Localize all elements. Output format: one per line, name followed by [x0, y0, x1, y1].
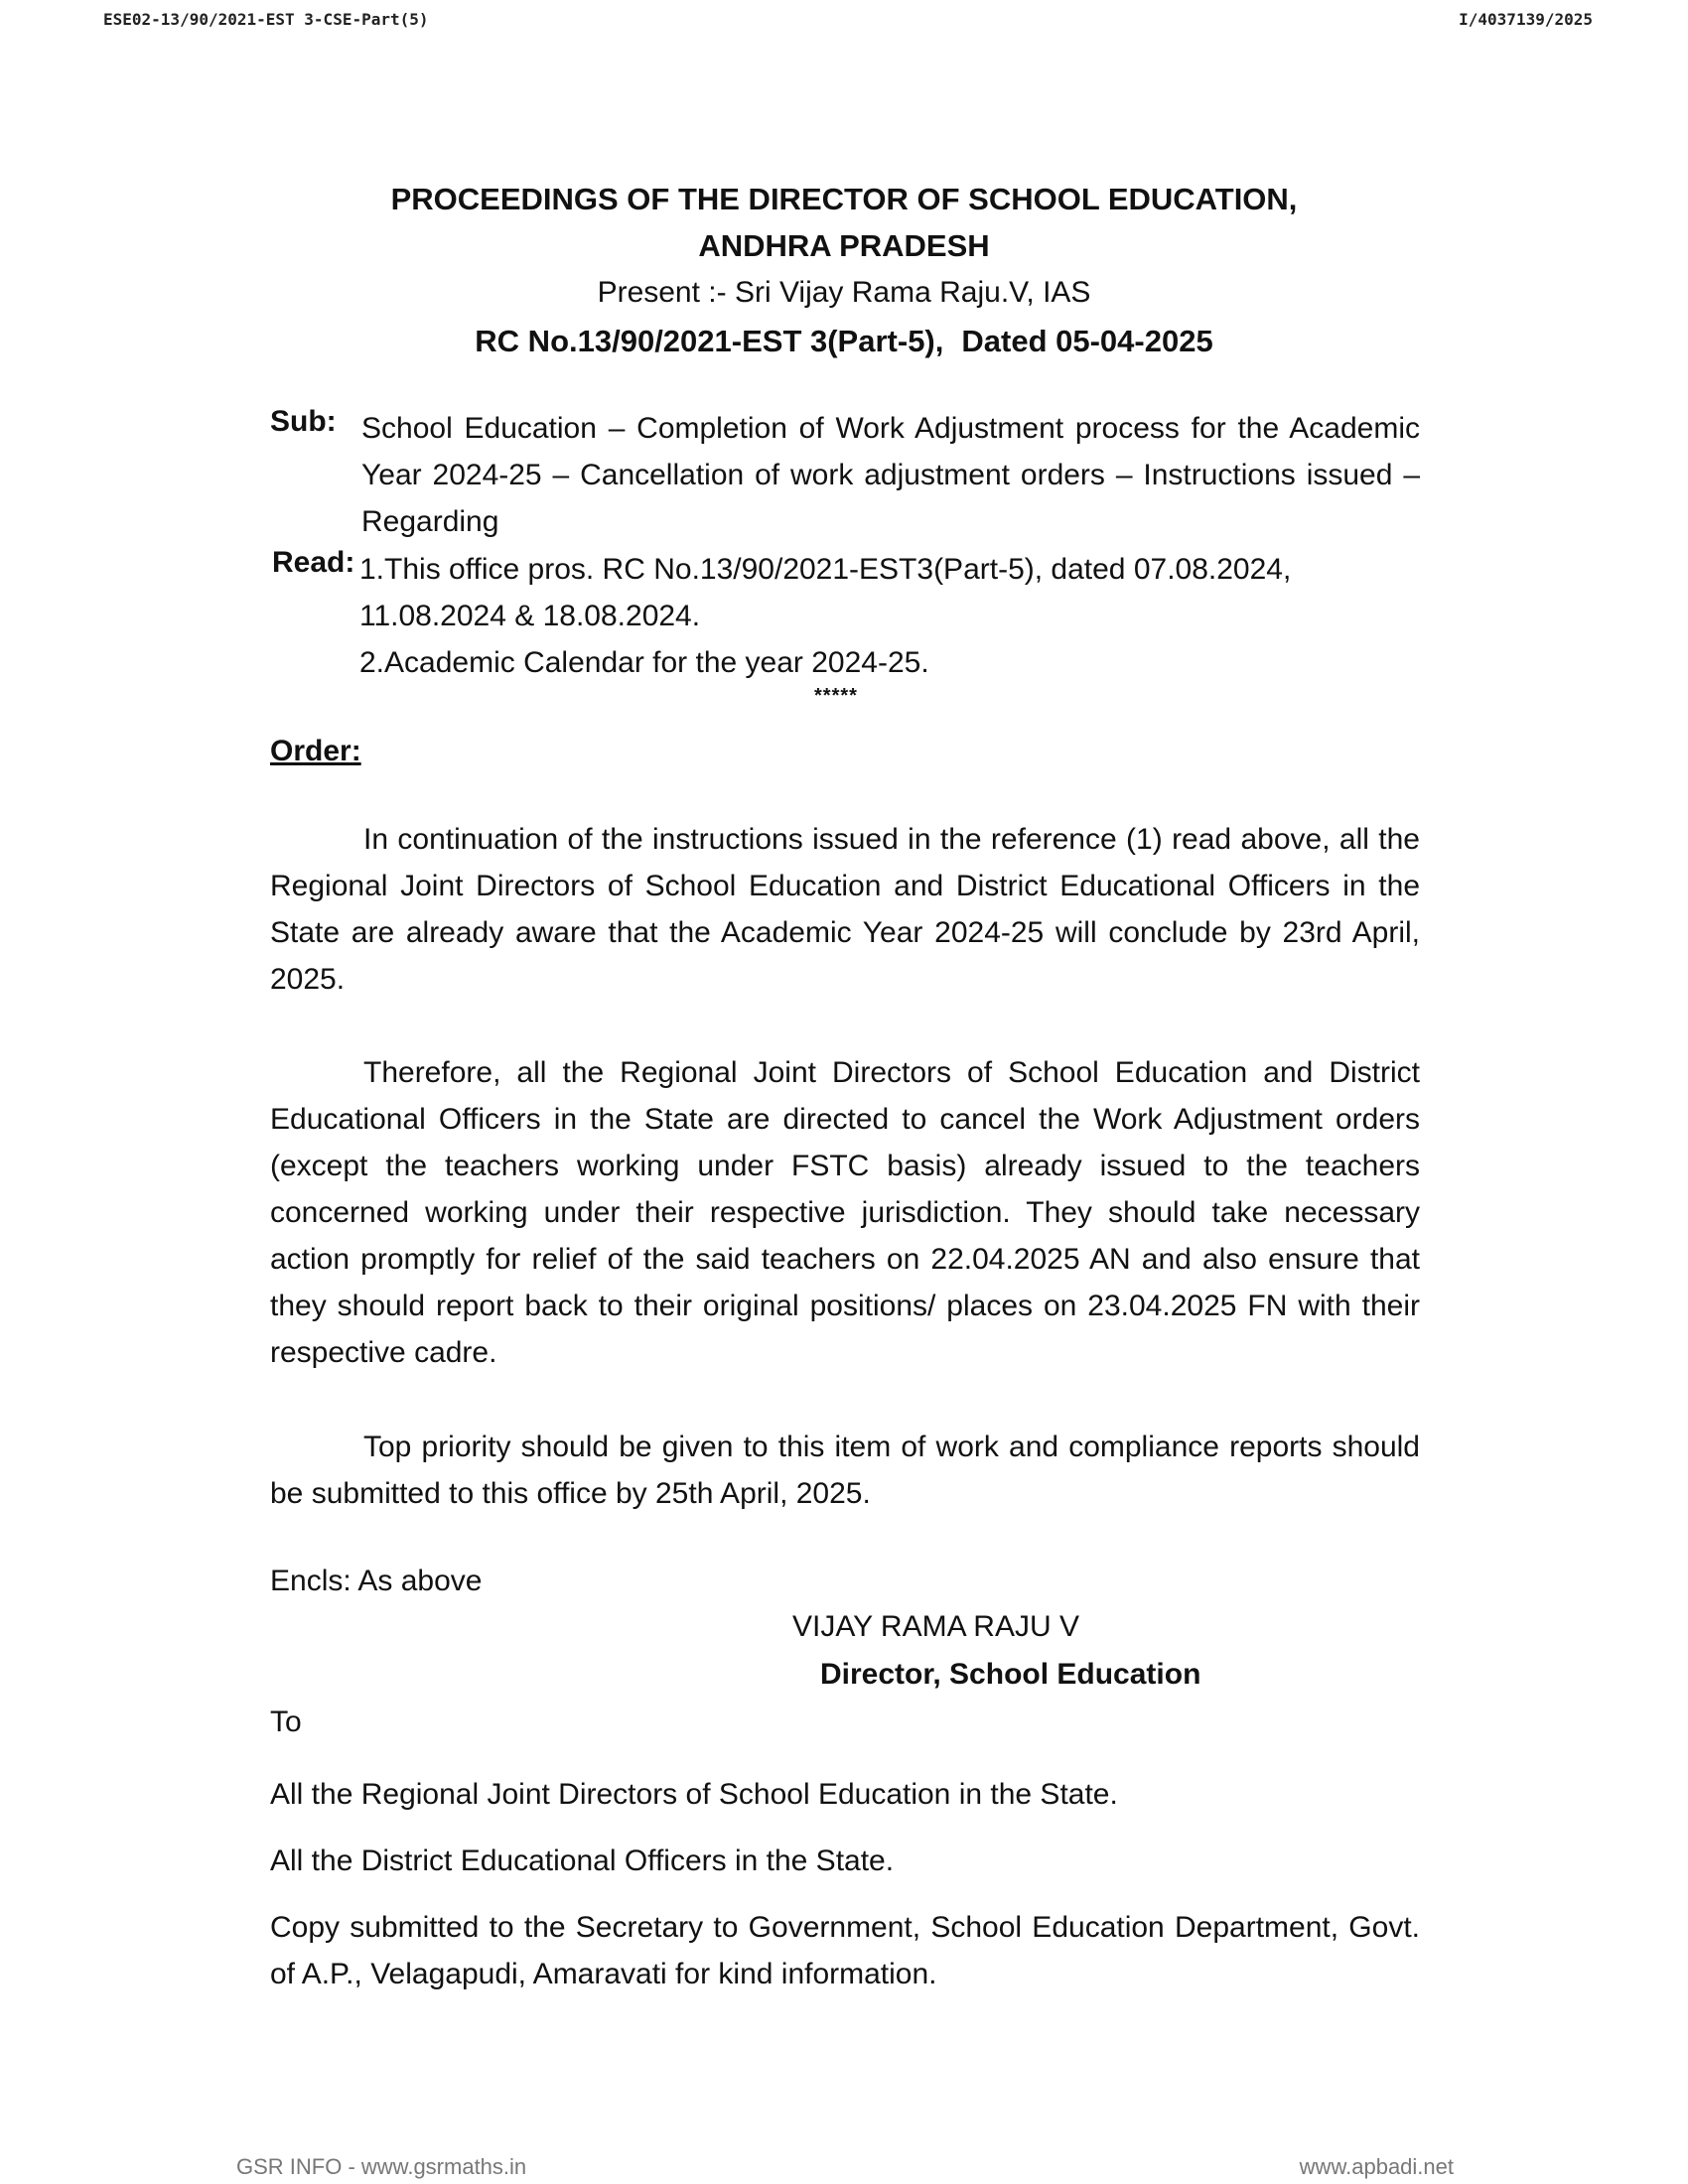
to-label: To	[270, 1706, 302, 1738]
heading-line-1: PROCEEDINGS OF THE DIRECTOR OF SCHOOL EDUCATION,	[390, 182, 1298, 216]
copy-submitted-to: Copy submitted to the Secretary to Government, School Education Department, Govt. of A.P., Velagapudi, Amaravati for kind information.	[270, 1911, 1420, 1990]
read-label: Read:	[272, 546, 355, 579]
present-line: Present :- Sri Vijay Rama Raju.V, IAS	[597, 276, 1091, 309]
enclosures: Encls: As above	[270, 1565, 483, 1597]
addressee-deos: All the District Educational Officers in the State.	[270, 1844, 895, 1877]
heading-line-2: ANDHRA PRADESH	[698, 228, 990, 263]
rc-number: RC No.13/90/2021-EST 3(Part-5),	[475, 324, 944, 358]
order-heading: Order:	[270, 735, 361, 767]
signatory-designation: Director, School Education	[820, 1658, 1201, 1691]
read-item-2: 2.Academic Calendar for the year 2024-25.	[359, 646, 929, 679]
document-id: I/4037139/2025	[1459, 10, 1593, 29]
rc-number-line	[0, 324, 1688, 359]
order-paragraph-2: Therefore, all the Regional Joint Directors of School Education and District Educational Officers in the State are directed to cancel the Work Adjustment orders (except the teachers working under FSTC basis) already issued to the teachers concerned working under their respective jurisdiction. They should take necessary action promptly for relief of the said teachers on 22.04.2025 AN and also ensure that they should report back to their original positions/ places on 23.04.2025 FN with their respective cadre.	[270, 1056, 1420, 1369]
read-references	[359, 546, 1420, 686]
read-item-1-line-1: 1.This office pros. RC No.13/90/2021-EST3(Part-5), dated 07.08.2024,	[359, 553, 1292, 586]
order-paragraph-1: In continuation of the instructions issued in the reference (1) read above, all the Regional Joint Directors of School Education and District Educational Officers in the State are already aware that the Academic Year 2024-25 will conclude by 23rd April, 2025.	[270, 823, 1420, 996]
footer-right-link[interactable]: www.apbadi.net	[1299, 2154, 1454, 2179]
rc-date: Dated 05-04-2025	[961, 324, 1213, 358]
subject-label: Sub:	[270, 405, 337, 438]
signatory-name: VIJAY RAMA RAJU V	[792, 1610, 1079, 1643]
order-paragraph-3: Top priority should be given to this item of work and compliance reports should be submitted to this office by 25th April, 2025.	[270, 1431, 1420, 1510]
subject-text: School Education – Completion of Work Adjustment process for the Academic Year 2024-25 – Cancellation of work adjustment orders – Instructions issued – Regarding	[361, 412, 1420, 538]
separator-stars: *****	[814, 685, 858, 707]
footer-left-link[interactable]: GSR INFO - www.gsrmaths.in	[236, 2154, 527, 2179]
addressee-rjds: All the Regional Joint Directors of School Education in the State.	[270, 1778, 1118, 1811]
file-reference: ESE02-13/90/2021-EST 3-CSE-Part(5)	[103, 10, 429, 29]
read-item-1-line-2: 11.08.2024 & 18.08.2024.	[359, 600, 701, 632]
